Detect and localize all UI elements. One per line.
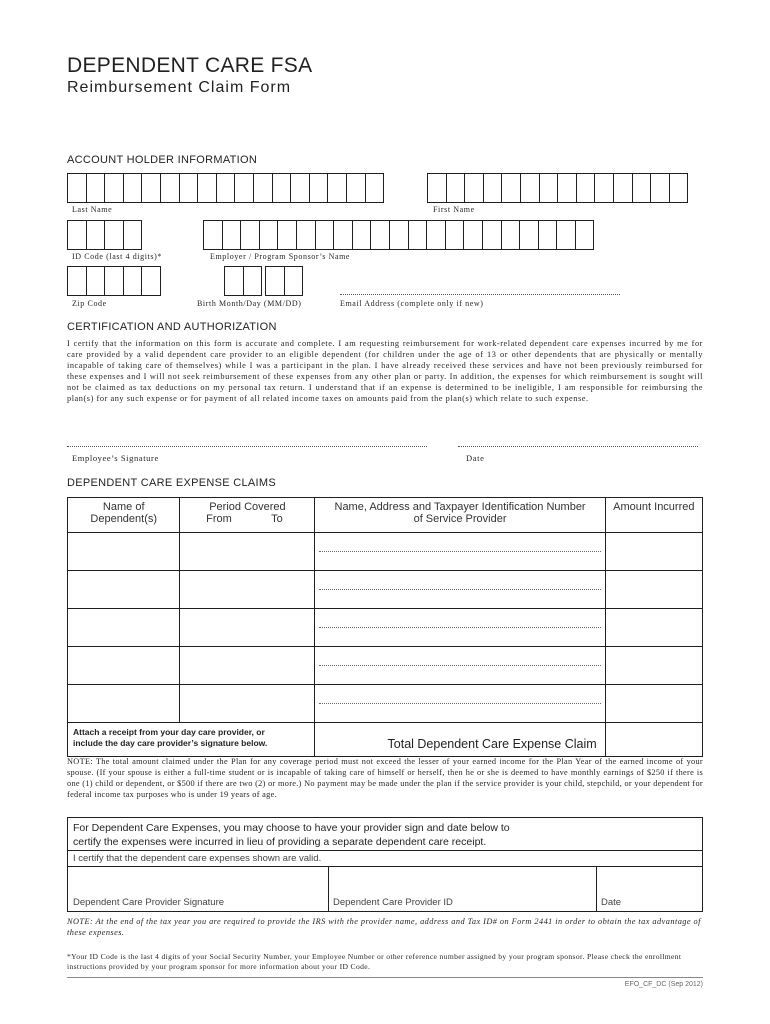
total-row [68,723,703,757]
provider-cell[interactable] [315,533,605,571]
claim-row [68,533,703,571]
col-provider-line2: of Service Provider [413,513,507,525]
provider-id-label: Dependent Care Provider ID [333,897,453,908]
total-label: Total Dependent Care Expense Claim [315,723,605,757]
dependent-cell[interactable] [68,609,180,647]
claims-table [67,497,703,757]
amount-cell[interactable] [605,609,702,647]
email-line[interactable] [340,294,620,295]
period-cell[interactable] [180,533,315,571]
provider-date-field[interactable] [597,866,702,896]
provider-cell[interactable] [315,685,605,723]
email-label: Email Address (complete only if new) [340,299,484,308]
period-cell[interactable] [180,609,315,647]
birth-label: Birth Month/Day (MM/DD) [197,299,302,308]
employer-label: Employer / Program Sponsor’s Name [210,252,351,261]
irs-note: NOTE: At the end of the tax year you are required to provide the IRS with the provider name, address and Tax ID# on Form 2441 in order to obtain the tax advantage of these expenses. [67,917,701,937]
claim-row [68,647,703,685]
period-cell[interactable] [180,647,315,685]
provider-cell[interactable] [315,571,605,609]
zip-label: Zip Code [72,299,107,308]
first-name-boxes[interactable] [427,173,687,203]
period-cell[interactable] [180,571,315,609]
col-dependent-header [68,498,180,533]
provider-intro [73,821,510,849]
last-name-boxes[interactable] [67,173,383,203]
employee-date-line[interactable] [458,446,698,447]
id-code-footnote: *Your ID Code is the last 4 digits of your Social Security Number, your Employee Number or other reference number assigned by your program sponsor. Please check the enrollment instructions provided by your program sponsor for more information about your ID Code. [67,952,682,971]
provider-signature-label: Dependent Care Provider Signature [73,897,225,908]
amount-cell[interactable] [605,533,702,571]
period-cell[interactable] [180,685,315,723]
claim-row [68,571,703,609]
id-code-label: ID Code (last 4 digits)* [72,252,162,261]
provider-cell[interactable] [315,647,605,685]
provider-signature-field[interactable] [68,866,328,896]
account-heading: ACCOUNT HOLDER INFORMATION [67,154,258,166]
claim-row [68,609,703,647]
form-code: EFO_CF_DC (Sep 2012) [624,981,703,988]
amount-cell[interactable] [605,647,702,685]
provider-certify-text: I certify that the dependent care expenses shown are valid. [73,853,322,864]
footer-rule [67,977,703,978]
employee-signature-label: Employee’s Signature [72,453,159,463]
provider-id-field[interactable] [329,866,596,896]
col-to-label: To [271,513,283,525]
form-title: DEPENDENT CARE FSA [67,54,313,77]
dependent-cell[interactable] [68,533,180,571]
form-subtitle: Reimbursement Claim Form [67,79,292,96]
provider-intro-line1: For Dependent Care Expenses, you may choose to have your provider sign and date below to [73,822,510,834]
col-amount-label: Amount Incurred [613,501,695,513]
total-amount-cell[interactable] [605,723,702,757]
employer-boxes[interactable] [203,220,593,250]
amount-cell[interactable] [605,571,702,609]
col-amount-header [605,498,702,533]
certification-heading: CERTIFICATION AND AUTHORIZATION [67,321,277,333]
employee-signature-line[interactable] [67,446,427,447]
col-dependent-line1: Name of [102,501,145,513]
divider [68,850,702,851]
col-provider-line1: Name, Address and Taxpayer Identification Number [334,501,586,513]
dependent-cell[interactable] [68,685,180,723]
employee-date-label: Date [466,453,485,463]
provider-certification-box [67,817,703,912]
attach-line2: include the day care provider’s signature below. [73,738,268,748]
col-period-header [180,498,315,533]
provider-intro-line2: certify the expenses were incurred in lieu of providing a separate dependent care receipt. [73,836,487,848]
dependent-cell[interactable] [68,647,180,685]
first-name-label: First Name [433,205,475,214]
zip-boxes[interactable] [67,266,160,296]
last-name-label: Last Name [72,205,113,214]
attach-receipt-note [68,723,315,757]
birth-boxes[interactable] [224,266,302,296]
provider-date-label: Date [601,897,622,908]
claim-row [68,685,703,723]
claims-heading: DEPENDENT CARE EXPENSE CLAIMS [67,477,276,489]
dependent-cell[interactable] [68,571,180,609]
col-period-label: Period Covered [209,501,286,513]
certification-text: I certify that the information on this form is accurate and complete. I am requesting reimbursement for work-related dependent care expenses incurred by me for care provided by a valid dependent care provider to an eligible dependent (for children under the age of 13 or other dependents that are physically or mentally incapable of taking care of themselves) while I was a participant in the plan. I have already received these services and have not been previously reimbursed for these expenses and I will not seek reimbursement of these expenses from any other plan or party. In addition, the expenses for which reimbursement is sought will not be claimed as tax deductions on my personal tax return. I understand that if an expense is determined to be ineligible, I am responsible for reimbursing the plan(s) for any such expense or for payment of all related income taxes on amounts paid from the plan(s) which relate to such expense. [67,339,703,403]
id-code-boxes[interactable] [67,220,141,250]
coverage-note: NOTE: The total amount claimed under the Plan for any coverage period must not exceed the lesser of your earned income for the Plan Year of the earned income of your spouse. (If your spouse is either a full-time student or is incapable of taking care of himself or herself, then he or she is deemed to have monthly earnings of $250 if there is one (1) child or dependent, or $500 if there are two (2) or more.) No payment may be made under the plan if the service provider is your child, stepchild, or your dependent for federal income tax purposes who is under 19 years of age. [67,757,703,799]
col-dependent-line2: Dependent(s) [90,513,158,525]
amount-cell[interactable] [605,685,702,723]
col-from-label: From [206,513,232,525]
provider-cell[interactable] [315,609,605,647]
claims-header-row [68,498,703,533]
col-provider-header [315,498,605,533]
attach-line1: Attach a receipt from your day care provider, or [73,727,265,737]
